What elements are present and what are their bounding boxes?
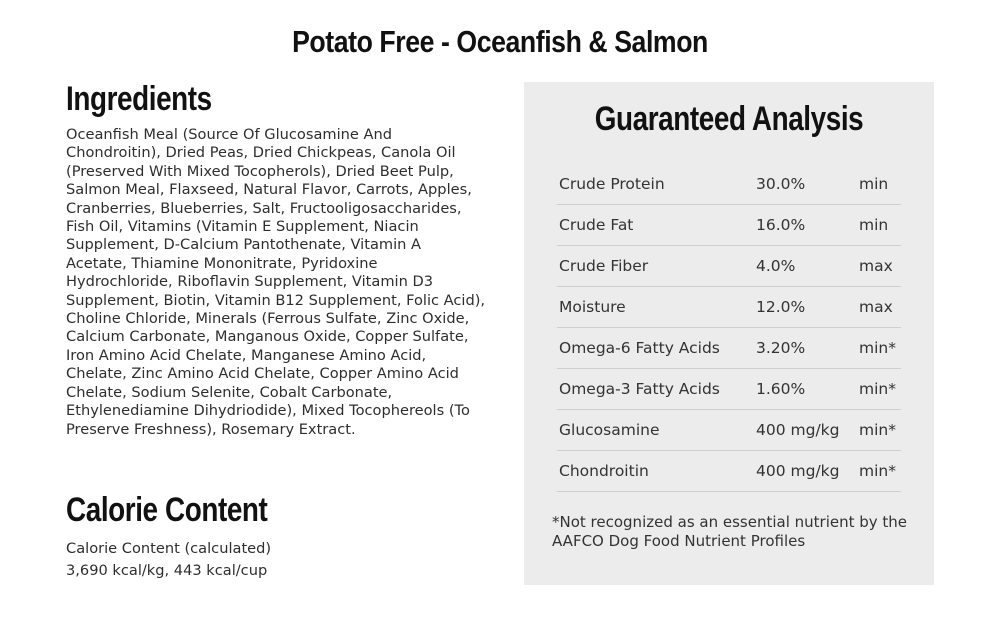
nutrient-qualifier: min* [859,421,896,439]
page-title: Potato Free - Oceanfish & Salmon [292,24,708,59]
nutrient-name: Omega-3 Fatty Acids [559,380,720,398]
calorie-content-label: Calorie Content (calculated) [66,540,272,557]
nutrient-amount: 1.60% [756,380,806,398]
nutrient-name: Crude Fat [559,216,634,234]
nutrient-qualifier: max [859,257,893,275]
nutrient-name: Crude Protein [559,175,665,193]
analysis-row [557,410,901,451]
nutrient-qualifier: min* [859,339,896,357]
nutrient-qualifier: max [859,298,893,316]
analysis-row [557,164,901,205]
analysis-row [557,205,901,246]
nutrient-name: Moisture [559,298,626,316]
ingredients-list: Oceanfish Meal (Source Of Glucosamine And Chondroitin), Dried Peas, Dried Chickpeas, Canola Oil (Preserved With Mixed Tocopherols), Dried Beet Pulp, Salmon Meal, Flaxseed, Natural Flavor, Carrots, Apples, Cranberries, Blueberries, Salt, Fructooligosaccharides, Fish Oil, Vitamins (Vitamin E Supplement, Niacin Supplement, D-Calcium Pantothenate, Vitamin A Acetate, Thiamine Mononitrate, Pyridoxine Hydrochloride, Riboflavin Supplement, Vitamin D3 Supplement, Biotin, Vitamin B12 Supplement, Folic Acid), Choline Chloride, Minerals (Ferrous Sulfate, Zinc Oxide, Calcium Carbonate, Manganous Oxide, Copper Sulfate, Iron Amino Acid Chelate, Manganese Amino Acid, Chelate, Zinc Amino Acid Chelate, Copper Amino Acid Chelate, Sodium Selenite, Cobalt Carbonate, Ethylenediamine Dihydriodide), Mixed Tocophereols (To Preserve Freshness), Rosemary Extract. [66,126,486,438]
nutrient-name: Omega-6 Fatty Acids [559,339,720,357]
nutrient-qualifier: min [859,216,889,234]
guaranteed-analysis-panel [524,82,934,585]
ingredients-heading: Ingredients [66,80,212,118]
analysis-row [557,369,901,410]
nutrient-amount: 3.20% [756,339,806,357]
analysis-row [557,246,901,287]
nutrient-name: Glucosamine [559,421,660,439]
analysis-row [557,328,901,369]
nutrient-name: Crude Fiber [559,257,649,275]
guaranteed-analysis-heading: Guaranteed Analysis [594,100,864,138]
calorie-content-values: 3,690 kcal/kg, 443 kcal/cup [66,562,268,579]
nutrient-qualifier: min* [859,380,896,398]
nutrient-amount: 400 mg/kg [756,462,840,480]
analysis-row [557,287,901,328]
calorie-content-text [66,538,271,582]
nutrient-qualifier: min [859,175,889,193]
nutrient-amount: 4.0% [756,257,796,275]
nutrient-amount: 16.0% [756,216,806,234]
aafco-footnote: *Not recognized as an essential nutrient by the AAFCO Dog Food Nutrient Profiles [552,513,908,550]
nutrient-amount: 400 mg/kg [756,421,840,439]
analysis-row [557,451,901,492]
nutrient-amount: 12.0% [756,298,806,316]
nutrient-qualifier: min* [859,462,896,480]
analysis-table [557,164,901,492]
nutrient-amount: 30.0% [756,175,806,193]
nutrient-name: Chondroitin [559,462,649,480]
calorie-content-heading: Calorie Content [66,491,268,529]
